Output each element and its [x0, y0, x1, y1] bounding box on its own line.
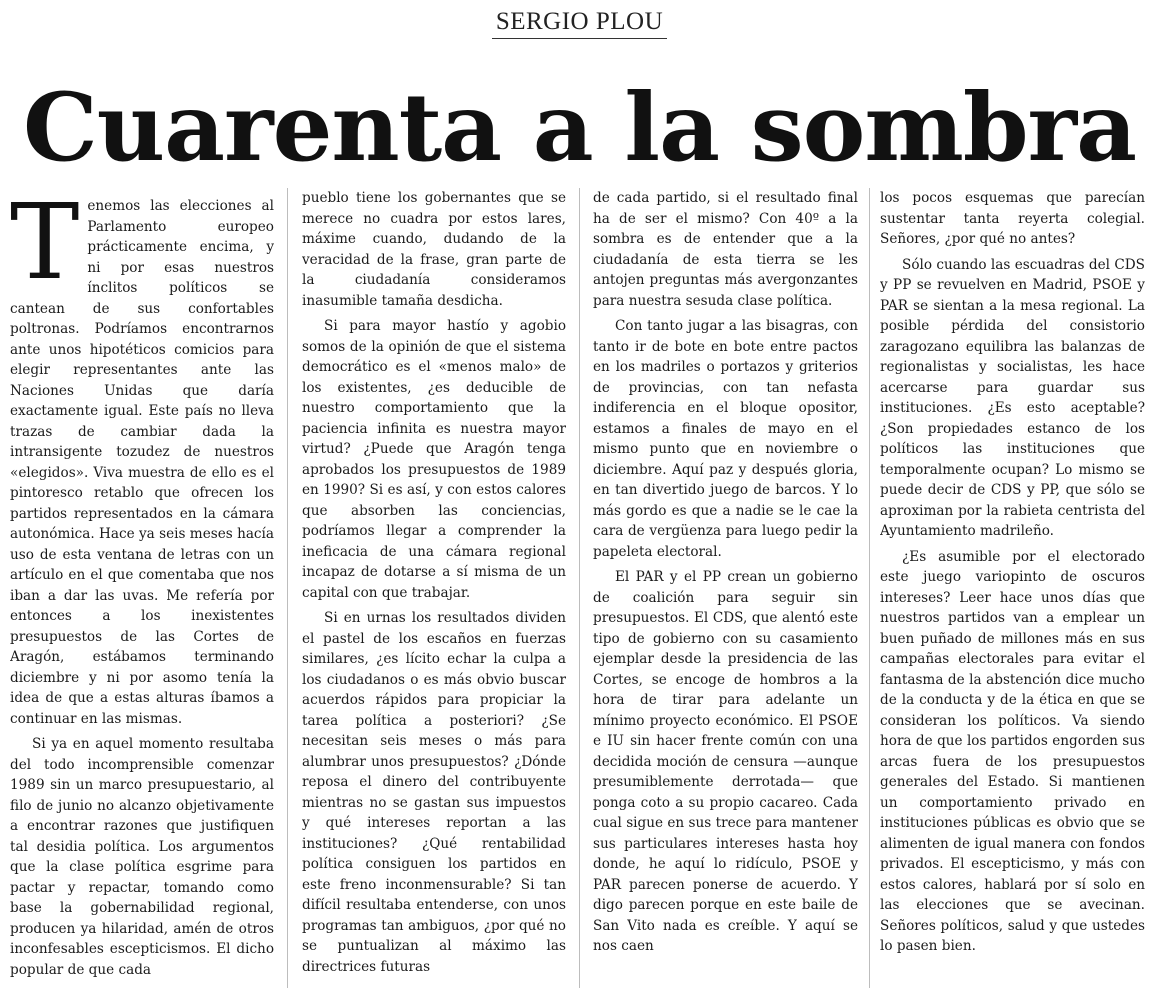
paragraph: pueblo tiene los gobernantes que se merece no cuadra por estos lares, máxime cuando, dudando de la veracidad de la frase, gran parte de la ciudadanía consideramos inasumible tamaña desdicha. [302, 190, 566, 309]
article-column-3 [593, 188, 858, 984]
article-column-1 [10, 196, 274, 992]
drop-cap: T [10, 196, 80, 303]
paragraph: ¿Es asumible por el electorado este juego variopinto de oscuros intereses? Leer hace unos días que nuestros partidos van a emplear un buen puñado de millones más en sus campañas electorales para evitar el fantasma de la abstención dice mucho de la conducta y de la ética en que se consideran los políticos. Va siendo hora de que los partidos engorden sus arcas fuera de los presupuestos generales del Estado. Si mantienen un comportamiento privado en instituciones públicas es obvio que se alimenten de igual manera con fondos privados. El escepticismo, y más con estos calores, hablará por sí solo en las elecciones que se avecinan. Señores políticos, salud y que ustedes lo pasen bien. [880, 548, 1145, 954]
column-divider [869, 188, 870, 988]
author-byline: SERGIO PLOU [492, 8, 667, 39]
byline-wrap [0, 8, 1159, 39]
paragraph [10, 196, 274, 729]
paragraph: Sólo cuando las escuadras del CDS y PP se revuelven en Madrid, PSOE y PAR se sientan a la mesa regional. La posible pérdida del consistorio zaragozano equilibra las balanzas de regionalistas y socialistas, les hace acercarse para guardar sus instituciones. ¿Es esto aceptable? ¿Son propiedades estanco de los políticos las instituciones que temporalmente ocupan? Lo mismo se puede decir de CDS y PP, que sólo se aproximan por la rabieta centrista del Ayuntamiento madrileño. [880, 256, 1145, 539]
headline: Cuarenta a la sombra [22, 73, 1136, 183]
column-divider [579, 188, 580, 988]
paragraph: El PAR y el PP crean un gobierno de coalición para seguir sin presupuestos. El CDS, que alentó este tipo de gobierno con su casamiento ejemplar desde la presidencia de las Cortes, se encoge de hombros a la hora de tirar para adelante un mínimo proyecto económico. El PSOE e IU sin hacer frente común con una decidida moción de censura —aunque presumiblemente derrotada— que ponga coto a su propio cacareo. Cada cual sigue en sus trece para mantener sus particulares intereses hasta hoy donde, he aquí lo ridículo, PSOE y PAR parecen ponerse de acuerdo. Y digo parecen porque en este baile de San Vito nada es creíble. Y aquí se nos caen [593, 569, 858, 954]
paragraph: los pocos esquemas que parecían sustentar tanta reyerta colegial. Señores, ¿por qué no antes? [880, 190, 1145, 247]
paragraph: Con tanto jugar a las bisagras, con tanto ir de bote en bote entre pactos en los madriles o portazos y griterios de provincias, con tan nefasta indiferencia en el bloque opositor, estamos a finales de mayo en el mismo punto que en noviembre o diciembre. Aquí paz y después gloria, en tan divertido juego de barcos. Y lo más gordo es que a nadie se le cae la cara de vergüenza para luego pedir la papeleta electoral. [593, 318, 858, 560]
paragraph-text: enemos las elecciones al Parlamento europeo prácticamente encima, y ni por esas nuestros ínclitos políticos se cantean de sus confortables poltronas. Podríamos encontrarnos ante unos hipotéticos comicios para elegir representantes ante las Naciones Unidas que daría exactamente igual. Este país no lleva trazas de cambiar dada la intransigente tozudez de nuestros «elegidos». Viva muestra de ello es el pintoresco retablo que ofrecen los partidos representados en la cámara autonómica. Hace ya seis meses hacía uso de esta ventana de letras con un artículo en el que comentaba que nos iban a dar las uvas. Me refería por entonces a los inexistentes presupuestos de las Cortes de Aragón, estábamos terminando diciembre y ni por asomo tenía la idea de que a estas alturas íbamos a continuar en las mismas. [10, 198, 274, 727]
paragraph: Si ya en aquel momento resultaba del todo incomprensible comenzar 1989 sin un marco presupuestario, al filo de junio no alcanzo objetivamente a encontrar razones que justifiquen tal desidia política. Los argumentos que la clase política esgrime para pactar y repactar, tomando como base la gobernabilidad regional, producen ya hilaridad, amén de otros inconfesables escepticismos. El dicho popular de que cada [10, 736, 274, 978]
paragraph: Si para mayor hastío y agobio somos de la opinión de que el sistema democrático es el «menos malo» de los existentes, ¿es deducible de nuestro comportamiento que la paciencia infinita es nuestra mayor virtud? ¿Puede que Aragón tenga aprobados los presupuestos de 1989 en 1990? Si es así, y con estos calores que absorben las conciencias, podríamos llegar a comprender la ineficacia de una cámara regional incapaz de dotarse a sí misma de un capital con que trabajar. [302, 318, 566, 601]
article-column-4 [880, 188, 1145, 984]
article-column-2 [302, 188, 566, 984]
paragraph: Si en urnas los resultados dividen el pastel de los escaños en fuerzas similares, ¿es lícito echar la culpa a los ciudadanos o es más obvio buscar acuerdos rápidos para propiciar la tarea política a posteriori? ¿Se necesitan seis meses o más para alumbrar unos presupuestos? ¿Dónde reposa el dinero del contribuyente mientras no se gastan sus impuestos y qué intereses reportan a las instituciones? ¿Qué rentabilidad política consiguen los partidos en este freno inconmensurable? Si tan difícil resultaba entenderse, con unos programas tan ambiguos, ¿por qué no se puntualizan al máximo las directrices futuras [302, 610, 566, 975]
paragraph: de cada partido, si el resultado final ha de ser el mismo? Con 40º a la sombra es de entender que a la ciudadanía de esta tierra se les antojen preguntas más avergonzantes para nuestra sesuda clase política. [593, 190, 858, 309]
column-divider [287, 188, 288, 988]
